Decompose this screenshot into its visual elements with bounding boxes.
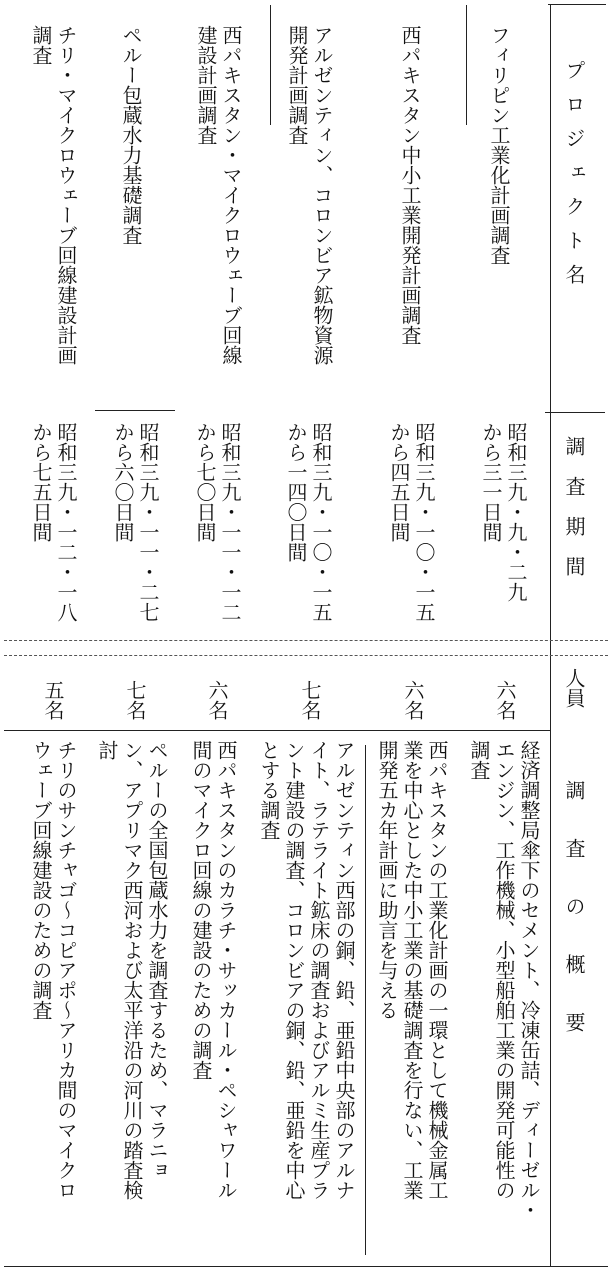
row-separator-line	[270, 5, 271, 125]
staff-cell: 七名	[298, 680, 322, 720]
period-cell: 昭和三九・一〇・一五 から四五日間	[387, 422, 436, 622]
section-divider-line	[4, 640, 608, 641]
bottom-border	[4, 1266, 608, 1267]
staff-cell: 六名	[493, 680, 517, 720]
staff-cell: 五名	[41, 680, 65, 720]
header-period: 調査期間	[562, 436, 586, 596]
cell-rule	[95, 410, 175, 411]
row-separator-line	[365, 745, 366, 1255]
period-cell: 昭和三九・一一・一二 から七〇日間	[193, 422, 242, 622]
top-border	[548, 4, 606, 5]
header-divider-line	[550, 5, 551, 1267]
period-cell: 昭和三九・九・二九 から三一日間	[479, 422, 528, 602]
project-name-cell: 西パキスタン・マイクロウェーブ回線 建設計画調査	[194, 25, 243, 365]
period-cell: 昭和三九・一二・一八 から七五日間	[29, 422, 78, 622]
section-divider-line	[4, 730, 550, 731]
overview-cell: チリのサンチャゴ〜コピアポ〜アリカ間のマイクロ ウェーブ回線建設のための調査	[29, 740, 78, 1200]
header-project-name: プロジェクト名	[562, 60, 586, 298]
period-cell: 昭和三九・一一・二七 から六〇日間	[111, 422, 160, 622]
staff-cell: 六名	[401, 680, 425, 720]
staff-cell: 六名	[205, 680, 229, 720]
project-name-cell: 西パキスタン中小工業開発計画調査	[398, 25, 422, 345]
overview-cell: 西パキスタンのカラチ・サッカール・ペシャワール 間のマイクロ回線の建設のための調査	[189, 740, 238, 1200]
overview-cell: ペルーの全国包蔵水力を調査するため、マラニョ ン、アプリマク西河および太平洋沿の河川の踏査検 討	[95, 740, 169, 1200]
overview-cell: 西パキスタンの工業化計画の一環として機械金属工 業を中心とした中小工業の基礎調査を行ない、工業 開発五カ年計画に助言を与える	[375, 740, 449, 1200]
period-cell: 昭和三九・一〇・一五 から一四〇日間	[284, 422, 333, 622]
staff-cell: 七名	[123, 680, 147, 720]
project-name-cell: アルゼンティン、コロンビア鉱物資源 開発計画調査	[285, 25, 334, 365]
row-separator-line	[466, 5, 467, 125]
header-staff: 人員	[562, 668, 586, 708]
section-divider-line	[4, 655, 608, 656]
overview-cell: 経済調整局傘下のセメント、冷凍缶詰、ディーゼル・ エンジン、工作機械、小型船舶工業の開発可能性の 調査	[467, 740, 541, 1220]
header-rule	[545, 412, 605, 413]
project-name-cell: ペルー包蔵水力基礎調査	[119, 25, 143, 245]
project-name-cell: チリ・マイクロウェーブ回線建設計画 調査	[29, 25, 78, 365]
overview-cell: アルゼンティン西部の銅、鉛、亜鉛中央部のアルナ イト、ラテライト鉱床の調査およびアルミ生産プラ ント建設の調査、コロンビアの銅、鉛、亜鉛を中心 とする調査	[257, 740, 356, 1200]
project-name-cell: フィリピン工業化計画調査	[487, 25, 511, 265]
header-overview: 調査の概要	[562, 780, 586, 1070]
